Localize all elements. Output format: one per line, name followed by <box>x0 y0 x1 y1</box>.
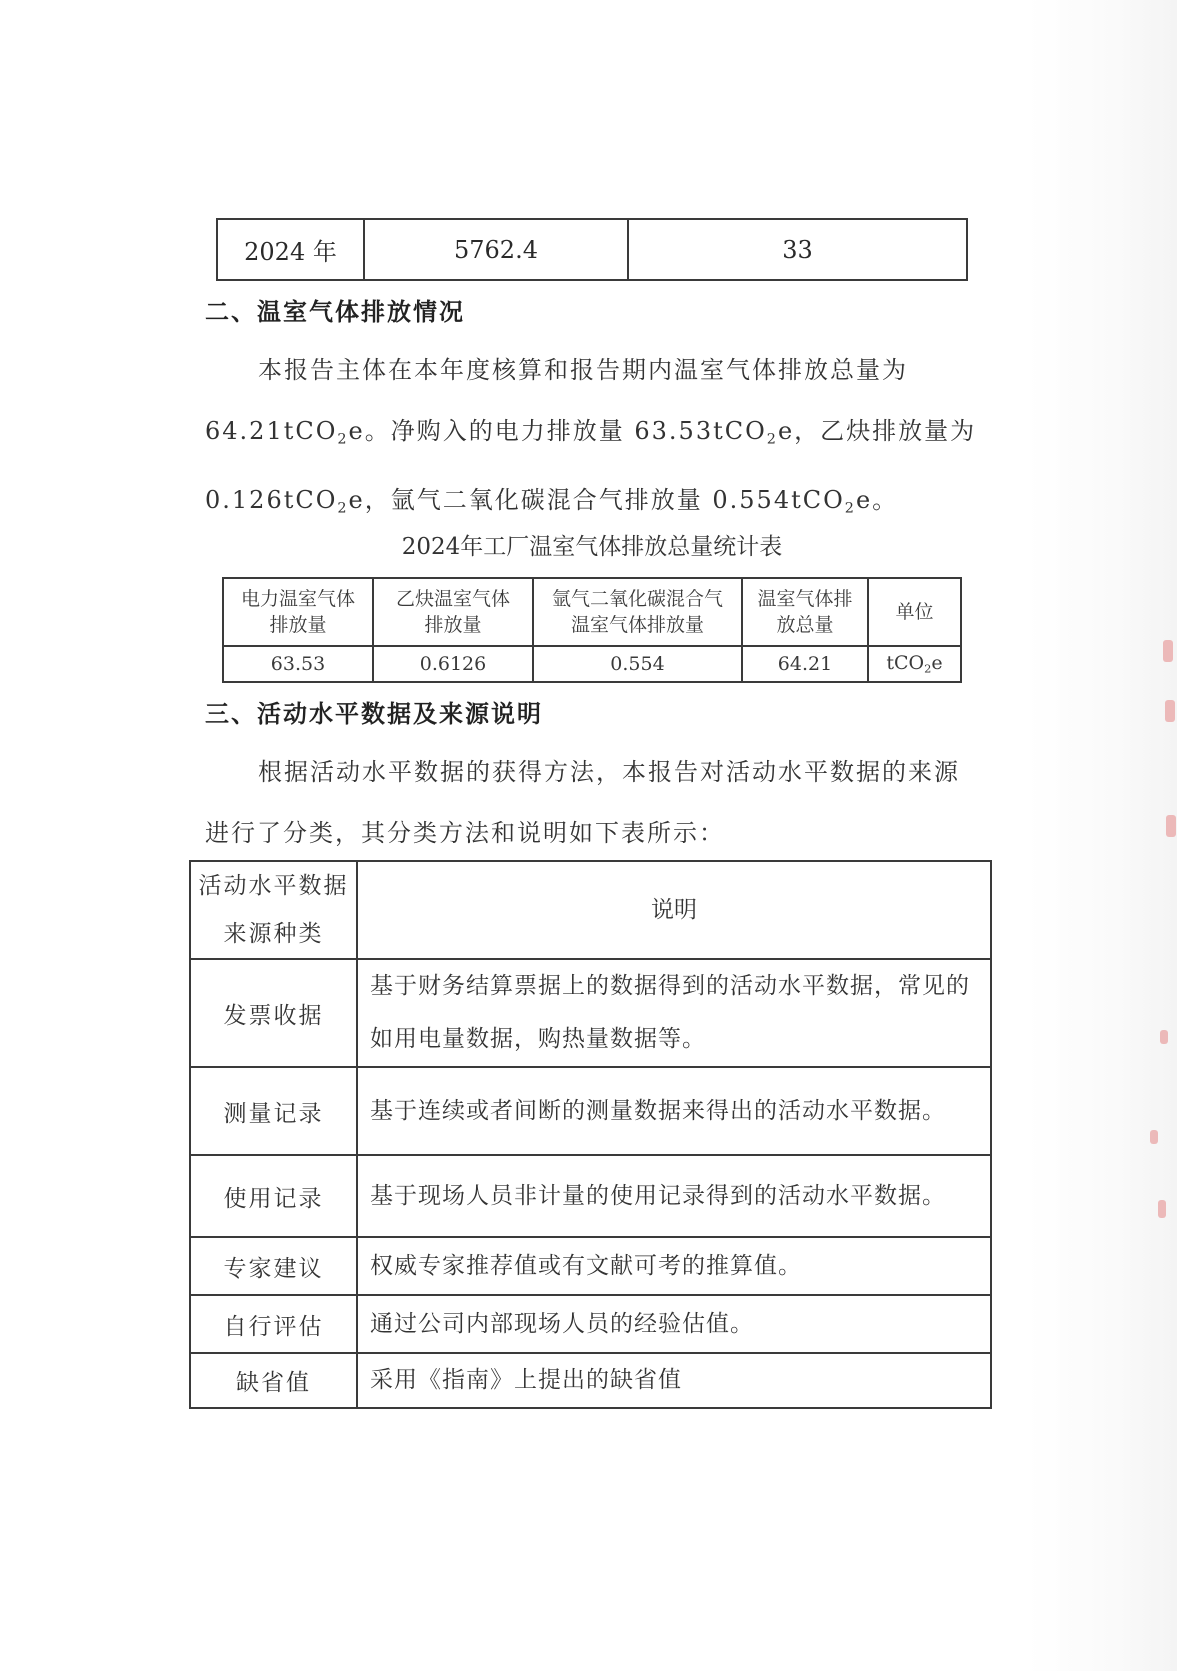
desc-cell: 采用《指南》上提出的缺省值 <box>357 1353 991 1408</box>
table-row <box>190 1353 991 1408</box>
section-3-paragraph: 根据活动水平数据的获得方法，本报告对活动水平数据的来源进行了分类，其分类方法和说明如下表所示： <box>205 758 960 847</box>
para-text: e，乙炔排放量为 0.126tCO <box>205 417 977 515</box>
para-text: e。 <box>855 486 899 515</box>
header-desc-cell: 说明 <box>357 861 991 959</box>
table-row <box>190 1237 991 1295</box>
header-cell: 单位 <box>868 578 961 646</box>
table-row <box>217 219 967 280</box>
subscript: 2 <box>337 431 349 448</box>
desc-cell: 基于连续或者间断的测量数据来得出的活动水平数据。 <box>357 1067 991 1155</box>
year-cell: 2024 年 <box>217 219 364 280</box>
value-cell: 5762.4 <box>364 219 628 280</box>
value-cell: 0.6126 <box>373 646 533 682</box>
page-edge-shadow <box>1027 0 1177 1671</box>
stamp-fragment <box>1163 640 1173 662</box>
table-row <box>223 646 961 682</box>
value-cell: 0.554 <box>533 646 742 682</box>
section-2-paragraph <box>205 340 977 540</box>
value-cell: 64.21 <box>742 646 868 682</box>
stamp-fragment <box>1160 1030 1168 1044</box>
subscript: 2 <box>337 500 349 517</box>
section-3-heading: 三、活动水平数据及来源说明 <box>205 700 543 728</box>
type-cell: 自行评估 <box>190 1295 357 1353</box>
stamp-fragment <box>1166 815 1176 837</box>
table-header-row <box>190 861 991 959</box>
desc-cell: 权威专家推荐值或有文献可考的推算值。 <box>357 1237 991 1295</box>
header-type-cell: 活动水平数据来源种类 <box>190 861 357 959</box>
desc-cell: 通过公司内部现场人员的经验估值。 <box>357 1295 991 1353</box>
value-cell: 63.53 <box>223 646 373 682</box>
table-row <box>190 959 991 1067</box>
top-summary-table <box>216 218 968 281</box>
table-row <box>190 1067 991 1155</box>
stamp-fragment <box>1150 1130 1158 1144</box>
unit-cell: tCO$_2$e <box>868 646 961 682</box>
desc-cell: 基于现场人员非计量的使用记录得到的活动水平数据。 <box>357 1155 991 1237</box>
stamp-fragment <box>1165 700 1175 722</box>
type-cell: 专家建议 <box>190 1237 357 1295</box>
para-text: e。净购入的电力排放量 63.53tCO <box>348 417 767 445</box>
subscript: 2 <box>766 431 778 448</box>
header-cell: 氩气二氧化碳混合气 温室气体排放量 <box>533 578 742 646</box>
type-cell: 缺省值 <box>190 1353 357 1408</box>
para-text: e，氩气二氧化碳混合气排放量 0.554tCO <box>348 486 845 515</box>
type-cell: 使用记录 <box>190 1155 357 1237</box>
subscript: 2 <box>844 500 856 517</box>
section-2-heading: 二、温室气体排放情况 <box>205 298 465 326</box>
para-text: 本报告主体在本年度核算和报告期内温室气体排放总量为64.21tCO <box>205 356 908 445</box>
type-cell: 测量记录 <box>190 1067 357 1155</box>
table-row <box>190 1295 991 1353</box>
table-header-row <box>223 578 961 646</box>
count-cell: 33 <box>628 219 967 280</box>
emission-table <box>222 577 962 683</box>
header-cell: 乙炔温室气体 排放量 <box>373 578 533 646</box>
emission-table-caption: 2024年工厂温室气体排放总量统计表 <box>401 534 783 560</box>
table-row <box>190 1155 991 1237</box>
source-table <box>189 860 992 1409</box>
desc-cell: 基于财务结算票据上的数据得到的活动水平数据，常见的如用电量数据，购热量数据等。 <box>357 959 991 1067</box>
stamp-fragment <box>1158 1200 1166 1218</box>
header-cell: 温室气体排 放总量 <box>742 578 868 646</box>
header-cell: 电力温室气体 排放量 <box>223 578 373 646</box>
type-cell: 发票收据 <box>190 959 357 1067</box>
